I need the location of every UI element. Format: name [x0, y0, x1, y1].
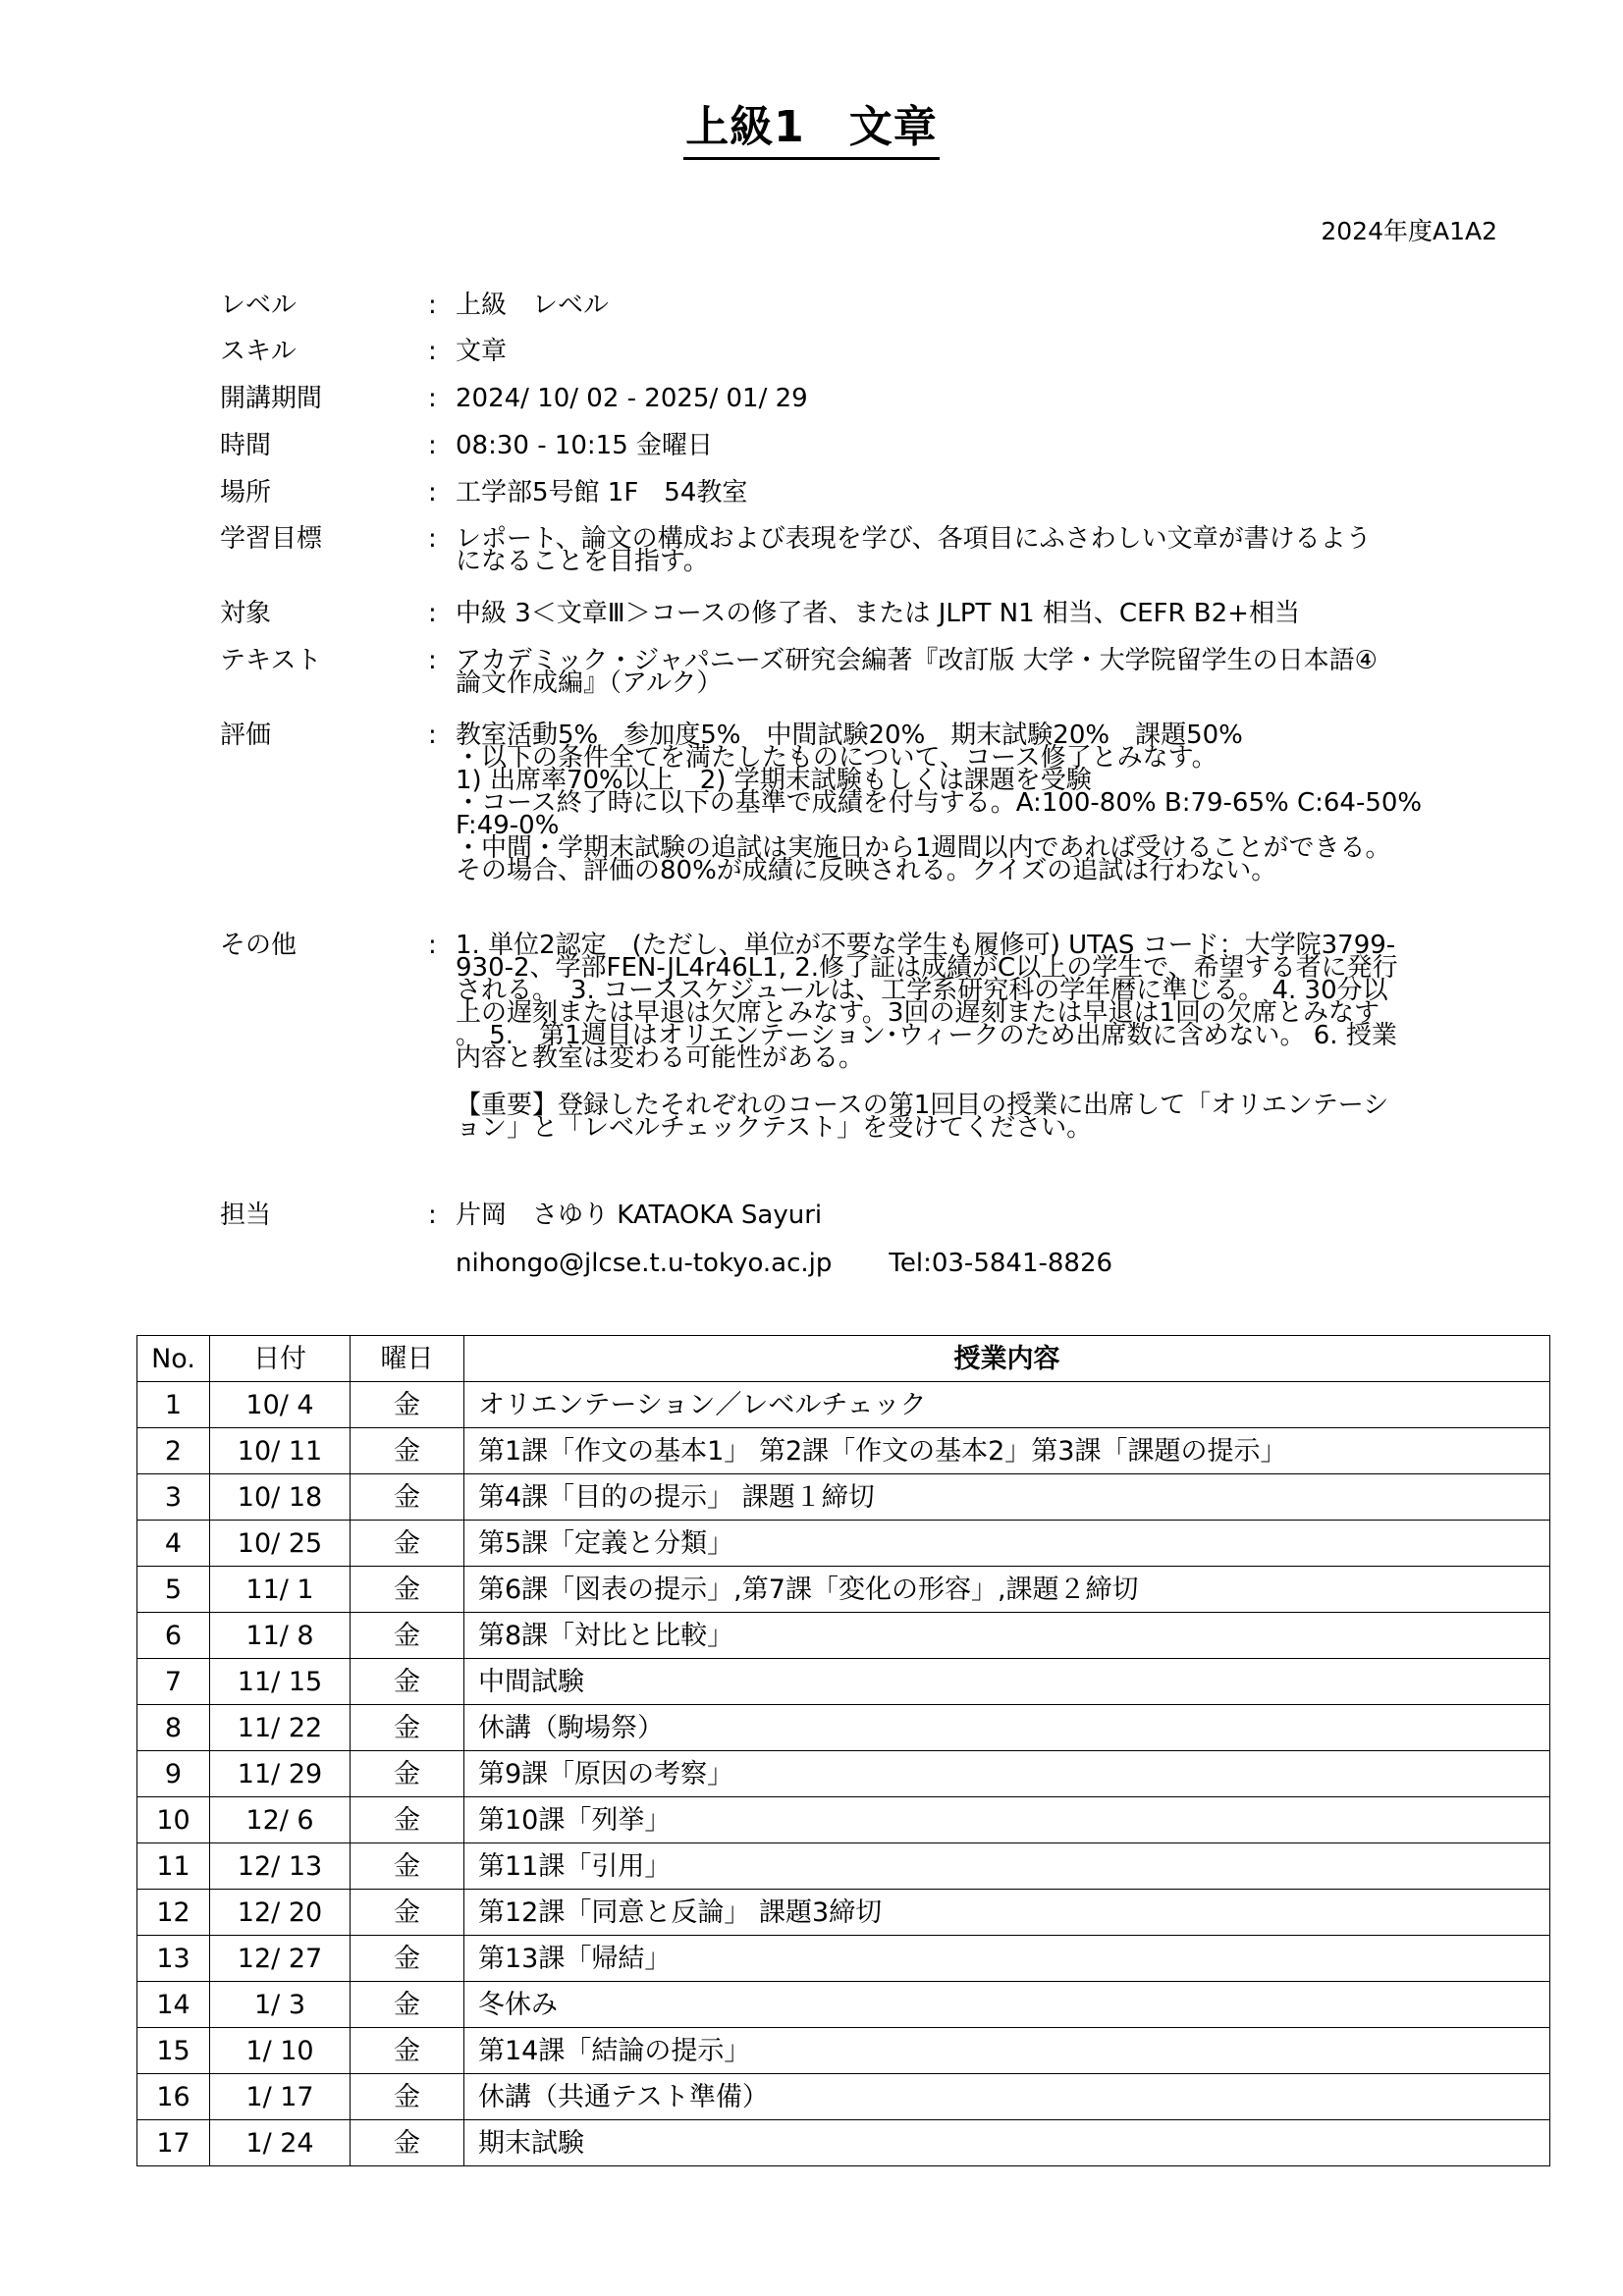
- cell-date: 11/ 1: [210, 1567, 351, 1613]
- cell-no: 12: [137, 1890, 210, 1936]
- cell-no: 5: [137, 1567, 210, 1613]
- cell-day: 金: [351, 1705, 464, 1751]
- important-line: ョン」と「レベルチェックテスト」を受けてください。: [456, 1113, 1093, 1143]
- table-row: [137, 1382, 1550, 1428]
- table-row: [137, 1705, 1550, 1751]
- info-colon: :: [428, 291, 437, 320]
- info-colon: :: [428, 931, 437, 960]
- cell-day: 金: [351, 1982, 464, 2028]
- cell-date: 10/ 18: [210, 1474, 351, 1521]
- cell-content: 休講（共通テスト準備）: [464, 2074, 1550, 2120]
- info-value: 上級 レベル: [456, 291, 610, 320]
- schedule-table: [136, 1335, 1550, 2166]
- info-value: [456, 524, 1623, 576]
- cell-day: 金: [351, 1521, 464, 1567]
- cell-no: 3: [137, 1474, 210, 1521]
- cell-date: 1/ 3: [210, 1982, 351, 2028]
- cell-day: 金: [351, 1567, 464, 1613]
- cell-day: 金: [351, 1843, 464, 1890]
- text-line: アカデミック・ジャパニーズ研究会編著『改訂版 大学・大学院留学生の日本語④: [456, 646, 1378, 675]
- cell-date: 1/ 24: [210, 2120, 351, 2166]
- cell-day: 金: [351, 2120, 464, 2166]
- text-line: になることを目指す。: [456, 547, 709, 576]
- schedule-body: [137, 1382, 1550, 2166]
- cell-date: 12/ 13: [210, 1843, 351, 1890]
- cell-content: 第8課「対比と比較」: [464, 1613, 1550, 1659]
- text-line: ・コース終了時に以下の基準で成績を付与する。A:100-80% B:79-65% C:64-50%: [456, 788, 1423, 818]
- info-value: [456, 721, 1623, 885]
- cell-no: 15: [137, 2028, 210, 2074]
- cell-content: 冬休み: [464, 1982, 1550, 2028]
- page-title: [0, 102, 1623, 160]
- info-value: 片岡 さゆり KATAOKA Sayuri: [456, 1201, 823, 1230]
- academic-year: 2024年度A1A2: [1321, 217, 1497, 245]
- cell-day: 金: [351, 2028, 464, 2074]
- header-no: No.: [137, 1336, 210, 1382]
- cell-no: 8: [137, 1705, 210, 1751]
- cell-content: 第13課「帰結」: [464, 1936, 1550, 1982]
- table-row: [137, 1751, 1550, 1797]
- cell-no: 11: [137, 1843, 210, 1890]
- cell-content: 第4課「目的の提示」 課題１締切: [464, 1474, 1550, 1521]
- table-row: [137, 1890, 1550, 1936]
- info-label: 対象: [220, 599, 272, 628]
- table-row: [137, 1843, 1550, 1890]
- cell-date: 12/ 27: [210, 1936, 351, 1982]
- cell-no: 7: [137, 1659, 210, 1705]
- info-colon: :: [428, 646, 437, 675]
- cell-content: 第14課「結論の提示」: [464, 2028, 1550, 2074]
- cell-date: 11/ 29: [210, 1751, 351, 1797]
- contact-line: [456, 1249, 1623, 1278]
- info-label: 開講期間: [220, 384, 323, 413]
- cell-day: 金: [351, 1797, 464, 1843]
- header-content: 授業内容: [464, 1336, 1550, 1382]
- text-line: 内容と教室は変わる可能性がある。: [456, 1043, 865, 1073]
- table-row: [137, 2028, 1550, 2074]
- cell-content: 第1課「作文の基本1」 第2課「作文の基本2」第3課「課題の提示」: [464, 1428, 1550, 1474]
- cell-no: 14: [137, 1982, 210, 2028]
- cell-content: 第12課「同意と反論」 課題3締切: [464, 1890, 1550, 1936]
- text-line: レポート、論文の構成および表現を学び、各項目にふさわしい文章が書けるよう: [456, 524, 1372, 554]
- text-line: 論文作成編』（アルク）: [456, 668, 723, 698]
- info-value: 工学部5号館 1F 54教室: [456, 478, 748, 507]
- info-value: [456, 931, 1623, 1143]
- cell-no: 6: [137, 1613, 210, 1659]
- cell-day: 金: [351, 1382, 464, 1428]
- info-label: テキスト: [220, 646, 322, 675]
- cell-date: 10/ 11: [210, 1428, 351, 1474]
- cell-no: 13: [137, 1936, 210, 1982]
- cell-day: 金: [351, 1659, 464, 1705]
- table-row: [137, 1613, 1550, 1659]
- info-label: 評価: [220, 721, 272, 750]
- cell-date: 11/ 15: [210, 1659, 351, 1705]
- info-label: 時間: [220, 431, 272, 460]
- info-colon: :: [428, 478, 437, 507]
- table-row: [137, 1428, 1550, 1474]
- table-row: [137, 2074, 1550, 2120]
- page-title-text: 上級1 文章: [683, 104, 940, 160]
- table-row: [137, 1567, 1550, 1613]
- cell-day: 金: [351, 1474, 464, 1521]
- cell-date: 10/ 25: [210, 1521, 351, 1567]
- cell-no: 2: [137, 1428, 210, 1474]
- info-colon: :: [428, 721, 437, 750]
- info-label: 学習目標: [220, 524, 323, 554]
- cell-no: 9: [137, 1751, 210, 1797]
- text-line: 1) 出席率70%以上 2) 学期末試験もしくは課題を受験: [456, 766, 1092, 795]
- cell-content: 第5課「定義と分類」: [464, 1521, 1550, 1567]
- phone-number: Tel:03-5841-8826: [889, 1249, 1113, 1278]
- email-link[interactable]: nihongo@jlcse.t.u-tokyo.ac.jp: [456, 1249, 833, 1278]
- table-row: [137, 1474, 1550, 1521]
- cell-content: 期末試験: [464, 2120, 1550, 2166]
- cell-date: 12/ 6: [210, 1797, 351, 1843]
- header-day: 曜日: [351, 1336, 464, 1382]
- info-colon: :: [428, 599, 437, 628]
- cell-content: 第11課「引用」: [464, 1843, 1550, 1890]
- info-value: 中級 3＜文章Ⅲ＞コースの修了者、または JLPT N1 相当、CEFR B2+相当: [456, 599, 1300, 628]
- cell-day: 金: [351, 1936, 464, 1982]
- cell-date: 11/ 22: [210, 1705, 351, 1751]
- info-label: レベル: [220, 291, 298, 320]
- header-date: 日付: [210, 1336, 351, 1382]
- table-row: [137, 1936, 1550, 1982]
- info-colon: :: [428, 337, 437, 366]
- info-colon: :: [428, 384, 437, 413]
- table-row: [137, 1797, 1550, 1843]
- cell-date: 12/ 20: [210, 1890, 351, 1936]
- text-line: 1. 単位2認定 (ただし、単位が不要な学生も履修可) UTAS コード：大学院3799-: [456, 931, 1396, 960]
- cell-day: 金: [351, 2074, 464, 2120]
- text-line: 上の遅刻または早退は欠席とみなす。3回の遅刻または早退は1回の欠席とみなす: [456, 998, 1380, 1028]
- cell-date: 10/ 4: [210, 1382, 351, 1428]
- cell-day: 金: [351, 1428, 464, 1474]
- info-colon: :: [428, 1201, 437, 1230]
- info-value: 2024/ 10/ 02 - 2025/ 01/ 29: [456, 384, 808, 413]
- text-line: ・中間・学期末試験の追試は実施日から1週間以内であれば受けることができる。: [456, 833, 1391, 863]
- info-label: 担当: [220, 1201, 272, 1230]
- text-line: 教室活動5% 参加度5% 中間試験20% 期末試験20% 課題50%: [456, 721, 1243, 750]
- info-value: 08:30 - 10:15 金曜日: [456, 431, 714, 460]
- cell-content: 第6課「図表の提示」,第7課「変化の形容」,課題２締切: [464, 1567, 1550, 1613]
- cell-no: 17: [137, 2120, 210, 2166]
- info-label: その他: [220, 931, 298, 960]
- cell-content: オリエンテーション／レベルチェック: [464, 1382, 1550, 1428]
- text-line: される。 3. コーススケジュールは、工学系研究科の学年暦に準じる。 4. 30分以: [456, 976, 1388, 1005]
- info-label: スキル: [220, 337, 297, 366]
- cell-date: 1/ 10: [210, 2028, 351, 2074]
- info-colon: :: [428, 524, 437, 554]
- cell-day: 金: [351, 1751, 464, 1797]
- info-value: 文章: [456, 337, 508, 366]
- text-line: F:49-0%: [456, 811, 560, 840]
- cell-no: 16: [137, 2074, 210, 2120]
- info-label: 場所: [220, 478, 272, 507]
- table-row: [137, 1521, 1550, 1567]
- cell-no: 4: [137, 1521, 210, 1567]
- cell-date: 1/ 17: [210, 2074, 351, 2120]
- cell-content: 休講（駒場祭）: [464, 1705, 1550, 1751]
- cell-content: 第10課「列挙」: [464, 1797, 1550, 1843]
- cell-no: 1: [137, 1382, 210, 1428]
- cell-day: 金: [351, 1890, 464, 1936]
- text-line: 。 5. 第1週目はオリエンテーション･ウィークのため出席数に含めない。 6. 授業: [456, 1021, 1397, 1050]
- text-line: その場合、評価の80%が成績に反映される。クイズの追試は行わない。: [456, 856, 1277, 885]
- table-row: [137, 2120, 1550, 2166]
- cell-day: 金: [351, 1613, 464, 1659]
- info-colon: :: [428, 431, 437, 460]
- cell-no: 10: [137, 1797, 210, 1843]
- table-header-row: [137, 1336, 1550, 1382]
- table-row: [137, 1982, 1550, 2028]
- text-line: 930-2、学部FEN-JL4r46L1, 2.修了証は成績がC以上の学生で、希望する者に発行: [456, 953, 1398, 983]
- info-value: [456, 646, 1623, 698]
- cell-content: 第9課「原因の考察」: [464, 1751, 1550, 1797]
- cell-date: 11/ 8: [210, 1613, 351, 1659]
- cell-content: 中間試験: [464, 1659, 1550, 1705]
- table-row: [137, 1659, 1550, 1705]
- important-line: 【重要】登録したそれぞれのコースの第1回目の授業に出席して「オリエンテーシ: [456, 1091, 1389, 1120]
- text-line: ・以下の条件全てを満たしたものについて、コース修了とみなす。: [456, 743, 1217, 773]
